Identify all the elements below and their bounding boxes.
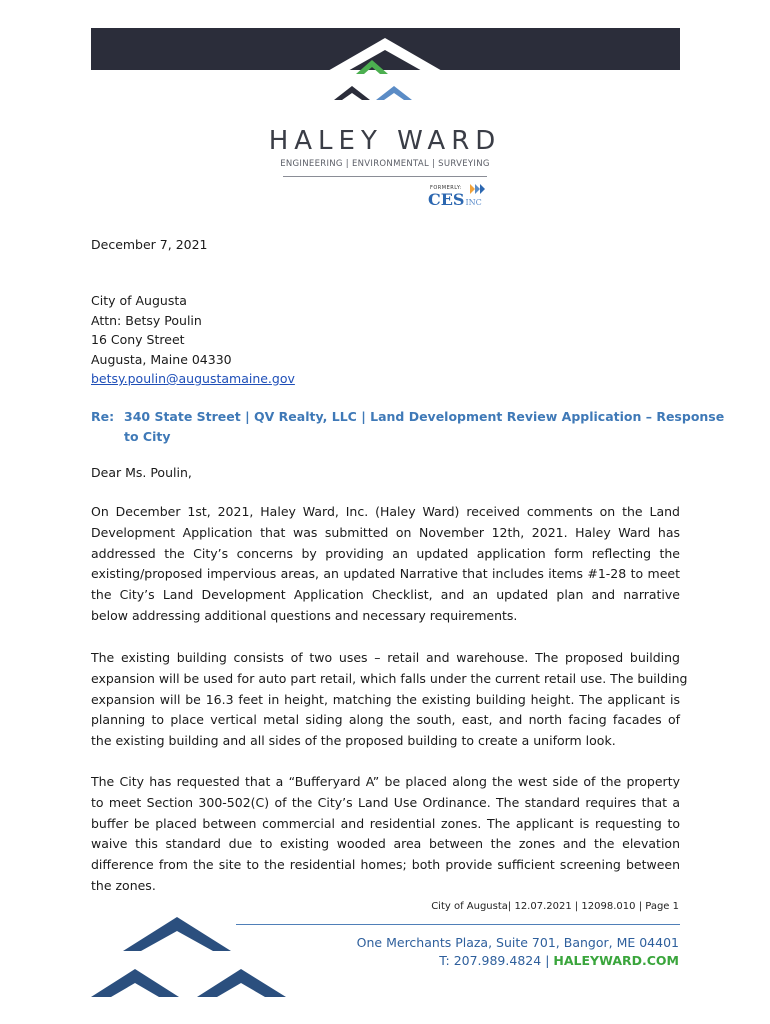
paragraph-line: Development Application that was submitted on November 12th, 2021. Haley Ward has — [91, 524, 680, 540]
paragraph-line: existing/proposed impervious areas, an updated Narrative that includes items #1-28 to meet — [91, 566, 680, 582]
footer-reference: City of Augusta| 12.07.2021 | 12098.010 | Page 1 — [431, 901, 679, 912]
ces-name: CES — [428, 190, 465, 209]
footer-separator: | — [545, 953, 550, 968]
paragraph-line: expansion will be 16.3 feet in height, matching the existing building height. The applicant is — [91, 691, 680, 707]
footer-divider — [236, 924, 680, 925]
recipient-line: Attn: Betsy Poulin — [91, 312, 202, 328]
recipient-line: 16 Cony Street — [91, 332, 185, 347]
recipient-line: Augusta, Maine 04330 — [91, 351, 232, 367]
subject-line: 340 State Street | QV Realty, LLC | Land Development Review Application – Response — [124, 409, 725, 424]
subject-line: to City — [124, 428, 171, 444]
formerly-label: FORMERLY: — [430, 185, 462, 191]
footer-website-link[interactable]: HALEYWARD.COM — [553, 953, 679, 968]
paragraph-line: buffer be placed between commercial and residential zones. The applicant is requesting to — [91, 815, 680, 831]
paragraph-line: The City has requested that a “Bufferyard A” be placed along the west side of the property — [91, 774, 680, 789]
recipient-email-link[interactable]: betsy.poulin@augustamaine.gov — [91, 371, 295, 386]
paragraph-line: below addressing additional questions and necessary requirements. — [91, 607, 518, 623]
footer-phone: T: 207.989.4824 — [439, 953, 542, 968]
company-name: HALEY WARD — [268, 126, 502, 156]
ces-suffix: INC — [465, 198, 482, 207]
paragraph-3 — [91, 772, 680, 897]
paragraph-line: expansion will be used for auto part retail, which falls under the current retail use. The building — [91, 670, 688, 686]
paragraph-line: the existing building and all sides of the proposed building to create a uniform look. — [91, 733, 616, 749]
paragraph-line: The existing building consists of two uses – retail and warehouse. The proposed building — [91, 650, 680, 665]
ces-logo — [428, 190, 482, 209]
subject-label: Re: — [91, 409, 115, 424]
company-tagline: ENGINEERING | ENVIRONMENTAL | SURVEYING — [280, 159, 490, 169]
footer-address: One Merchants Plaza, Suite 701, Bangor, ME 04401 — [356, 935, 679, 950]
paragraph-line: to meet Section 300-502(C) of the City’s Land Use Ordinance. The standard requires that a — [91, 794, 680, 810]
paragraph-line: waive this standard due to existing wooded area between the zones and the elevation — [91, 836, 680, 852]
footer-logo-icon — [91, 917, 286, 997]
paragraph-line: the zones. — [91, 877, 156, 893]
haley-ward-logo-icon — [326, 38, 444, 104]
recipient-block — [91, 291, 680, 389]
recipient-line: City of Augusta — [91, 293, 187, 308]
letter-date: December 7, 2021 — [91, 237, 208, 252]
tagline-divider — [283, 176, 487, 177]
paragraph-line: On December 1st, 2021, Haley Ward, Inc. (Haley Ward) received comments on the Land — [91, 504, 680, 519]
paragraph-line: addressed the City’s concerns by providing an updated application form reflecting the — [91, 545, 680, 561]
paragraph-line: difference from the site to the residential homes; both provide sufficient screening between — [91, 857, 680, 873]
footer-contact — [439, 953, 679, 968]
paragraph-line: the City’s Land Development Application Checklist, and an updated plan and narrative — [91, 587, 680, 603]
paragraph-2 — [91, 648, 688, 752]
paragraph-line: planning to place vertical metal siding along the south, east, and north facing facades of — [91, 712, 680, 728]
salutation: Dear Ms. Poulin, — [91, 465, 192, 480]
paragraph-1 — [91, 502, 680, 627]
